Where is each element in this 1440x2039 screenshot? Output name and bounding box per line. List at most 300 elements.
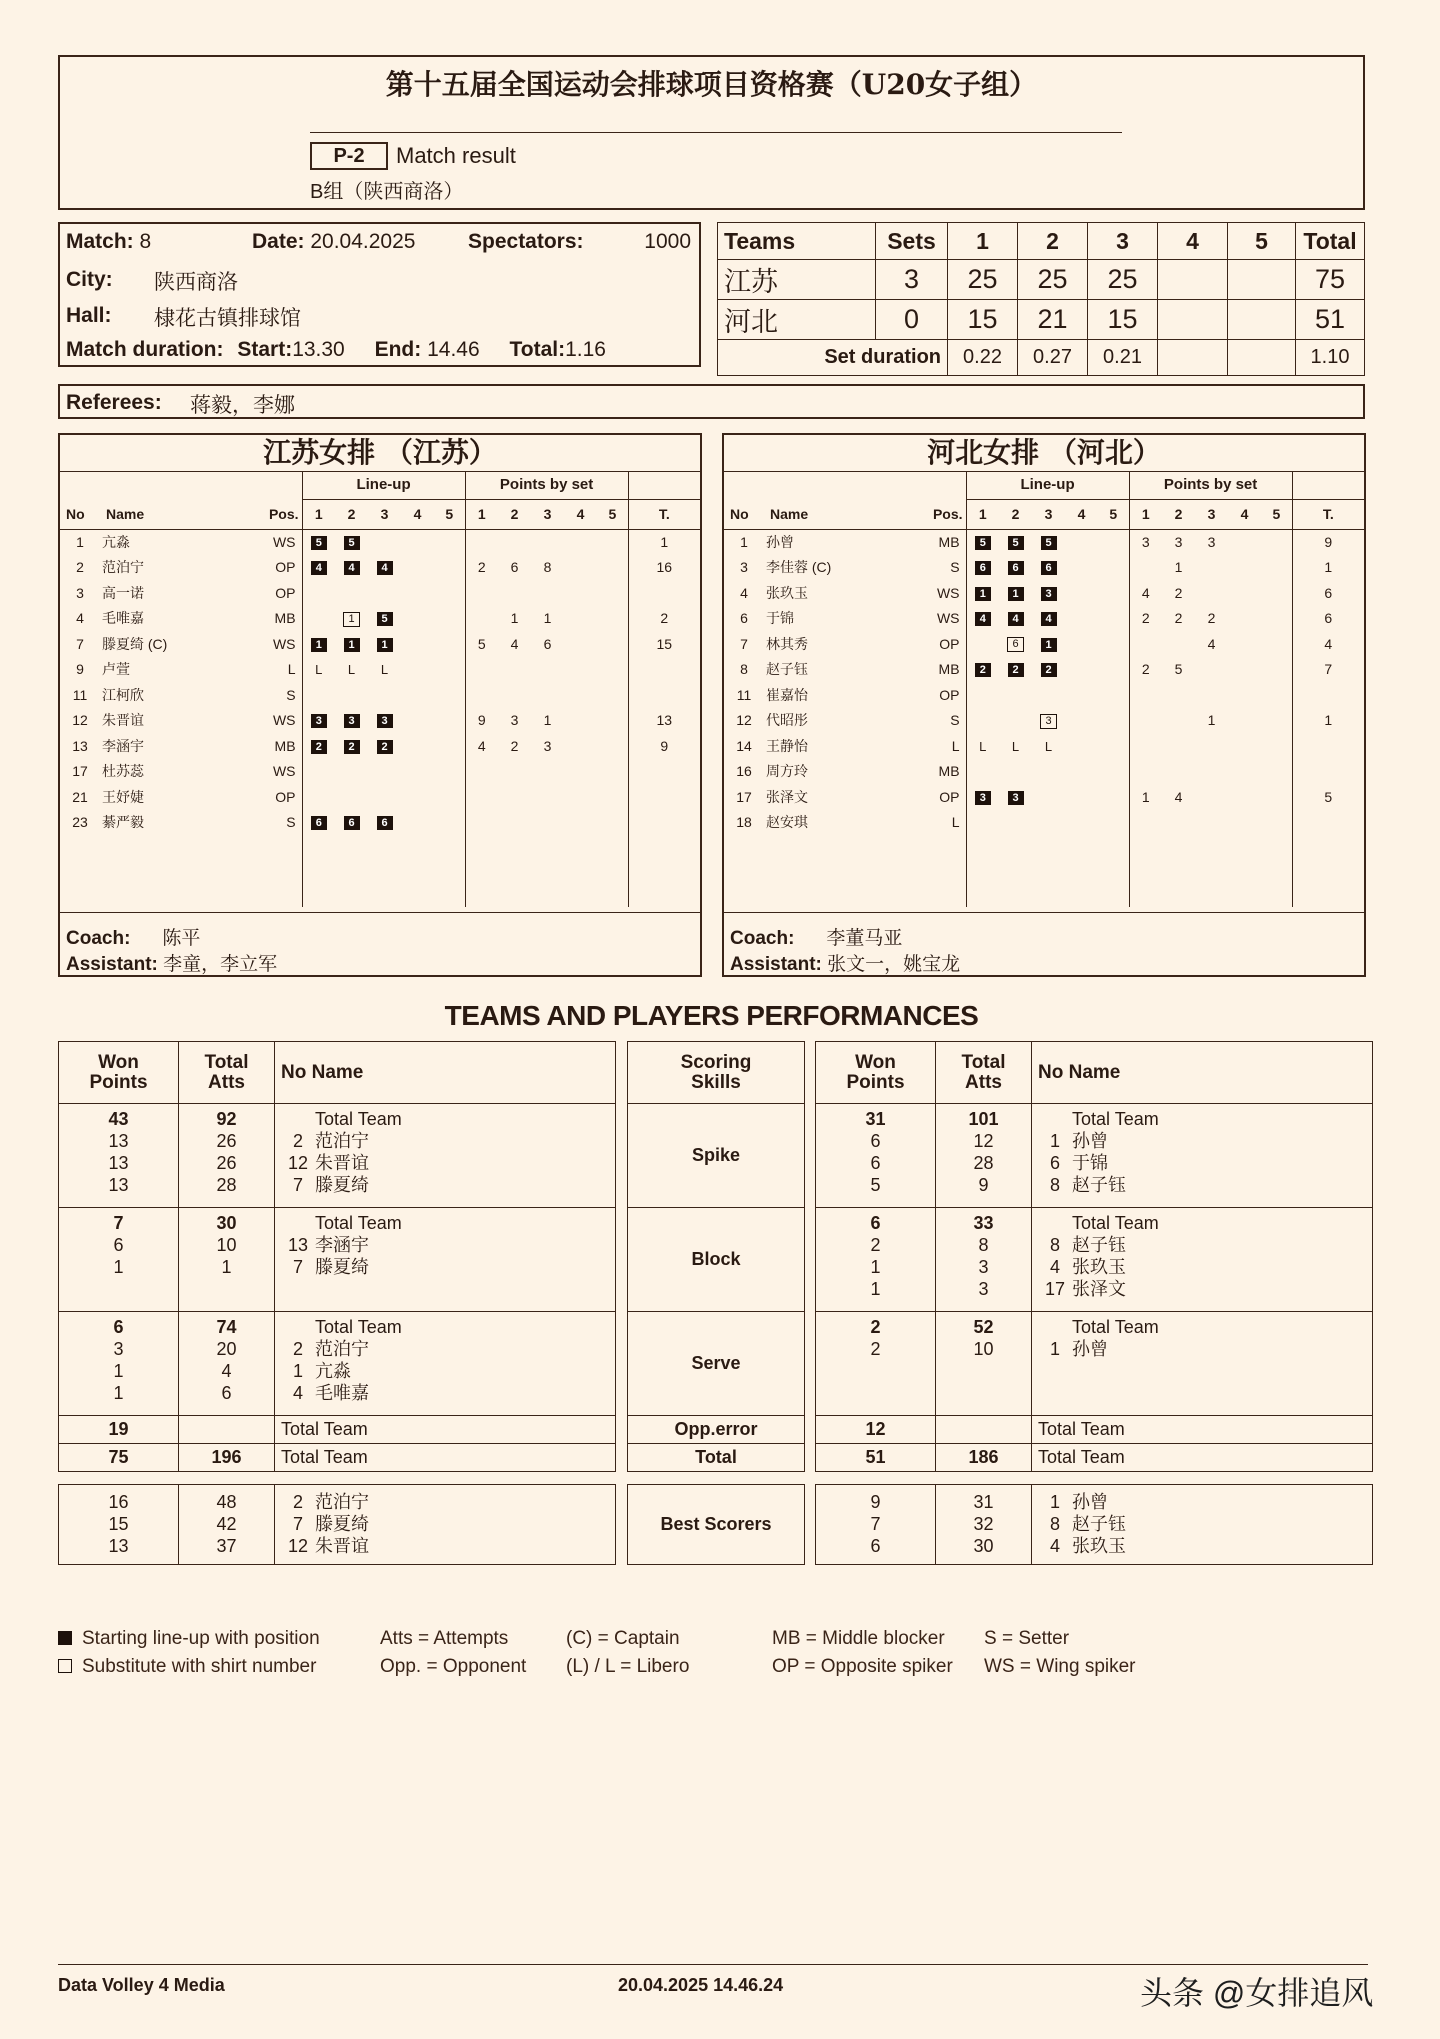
player-row	[724, 708, 1364, 734]
score-set-points	[1158, 300, 1228, 340]
lineup-cell	[302, 555, 335, 581]
set-points	[564, 657, 597, 683]
lineup-starter-box: 6	[975, 561, 991, 575]
set-points	[465, 529, 498, 555]
player-position: L	[914, 810, 966, 836]
lineup-cell	[335, 657, 368, 683]
city-label: City:	[66, 268, 113, 291]
lineup-set-header: 2	[335, 499, 368, 529]
points-set-header: 2	[498, 499, 531, 529]
points-set-header: 3	[1195, 499, 1228, 529]
perf-player: 6 于锦	[1049, 1153, 1108, 1173]
perf-won: 43	[108, 1109, 129, 1129]
lineup-cell	[434, 733, 465, 759]
lineup-cell	[1032, 784, 1065, 810]
lineup-starter-box: 2	[311, 740, 327, 754]
set-points	[1129, 810, 1162, 836]
name-header: Name	[764, 499, 914, 529]
player-position: MB	[250, 606, 302, 632]
lineup-cell	[434, 708, 465, 734]
score-header-set5: 5	[1228, 223, 1296, 260]
lineup-set-header: 4	[401, 499, 434, 529]
set-points: 1	[510, 610, 519, 627]
player-position: OP	[250, 555, 302, 581]
set-points	[1129, 759, 1162, 785]
total-header: T.	[1292, 499, 1364, 529]
perf-player: Total Team	[1072, 1109, 1159, 1129]
player-row	[724, 631, 1364, 657]
set-points	[1195, 657, 1228, 683]
score-set-points: 25	[1088, 260, 1158, 300]
lineup-cell	[368, 759, 401, 785]
spectators-value: 1000	[644, 230, 691, 253]
lineup-cell	[434, 759, 465, 785]
lineup-cell	[368, 810, 401, 836]
opp-error-atts	[179, 1416, 275, 1444]
lineup-cell	[966, 682, 999, 708]
lineup-cell	[999, 759, 1032, 785]
perf-won: 6	[870, 1153, 881, 1173]
perf-player: 1 孙曾	[1049, 1131, 1108, 1151]
set-points	[465, 682, 498, 708]
total-atts: 186	[936, 1444, 1032, 1472]
player-total-points	[628, 682, 700, 708]
player-name: 朱晋谊	[102, 712, 144, 729]
no-header: No	[60, 499, 100, 529]
lineup-starter-box: 6	[377, 816, 393, 830]
perf-atts: 9	[978, 1175, 989, 1195]
lineup-starter-box: 1	[975, 587, 991, 601]
legend-op: OP = Opposite spiker	[772, 1656, 953, 1677]
player-number: 16	[736, 763, 752, 780]
score-sets-won: 3	[876, 260, 948, 300]
perf-won: 13	[108, 1175, 129, 1195]
perf-atts: 92	[216, 1109, 237, 1129]
player-number: 8	[740, 661, 748, 678]
points-set-header: 4	[564, 499, 597, 529]
perf-player: 17 张泽文	[1044, 1279, 1126, 1299]
player-row	[60, 759, 700, 785]
lineup-cell	[999, 631, 1032, 657]
player-number: 23	[72, 814, 88, 831]
perf-section-row	[59, 1104, 616, 1208]
legend	[58, 1626, 1368, 1686]
set-points: 3	[510, 712, 519, 729]
team-a-assistant: Assistant: 李童，李立军	[66, 954, 278, 975]
player-position: WS	[914, 580, 966, 606]
points-by-set-header: Points by set	[1129, 471, 1292, 499]
lineup-cell	[1098, 529, 1129, 555]
team-b-coach-divider	[724, 912, 1364, 913]
set-points	[564, 631, 597, 657]
player-name: 范泊宁	[102, 559, 144, 576]
player-row	[724, 784, 1364, 810]
lineup-cell	[1065, 759, 1098, 785]
set-points	[1228, 529, 1261, 555]
lineup-cell	[434, 580, 465, 606]
player-position: MB	[250, 733, 302, 759]
lineup-set-header: 5	[434, 499, 465, 529]
player-name: 张玖玉	[766, 584, 808, 601]
lineup-cell	[368, 708, 401, 734]
set-points	[1261, 580, 1292, 606]
player-total-points: 1	[1292, 708, 1364, 734]
player-total-points: 5	[1292, 784, 1364, 810]
set-points	[1228, 580, 1261, 606]
lineup-cell	[1032, 631, 1065, 657]
team-b-title: 河北女排 （河北）	[724, 435, 1364, 472]
lineup-cell	[401, 657, 434, 683]
set-points	[597, 784, 628, 810]
player-name: 毛唯嘉	[102, 610, 144, 627]
lineup-cell	[368, 580, 401, 606]
set-points	[1228, 759, 1261, 785]
lineup-cell	[302, 810, 335, 836]
player-total-points	[628, 657, 700, 683]
player-number: 6	[740, 610, 748, 627]
set-points: 3	[1207, 534, 1216, 550]
lineup-cell	[1065, 657, 1098, 683]
set-points	[1261, 529, 1292, 555]
set-points	[1261, 708, 1292, 734]
player-row	[60, 555, 700, 581]
best-won: 13	[108, 1536, 129, 1556]
lineup-libero: L	[979, 738, 987, 754]
lineup-cell	[368, 529, 401, 555]
lineup-cell	[434, 529, 465, 555]
set-points: 5	[1174, 661, 1183, 678]
title-underline	[310, 132, 1122, 133]
set-points: 3	[543, 737, 552, 754]
player-number: 4	[740, 584, 748, 601]
lineup-cell	[401, 529, 434, 555]
lineup-cell	[1098, 682, 1129, 708]
lineup-cell	[966, 733, 999, 759]
lineup-cell	[999, 784, 1032, 810]
lineup-cell	[1032, 657, 1065, 683]
lineup-cell	[401, 682, 434, 708]
lineup-cell	[434, 555, 465, 581]
perf-won: 1	[870, 1257, 881, 1277]
perf-player: Total Team	[315, 1213, 402, 1233]
lineup-starter-box: 1	[344, 638, 360, 652]
lineup-starter-box: 3	[1008, 791, 1024, 805]
set-points: 6	[543, 635, 552, 652]
match-info-box	[58, 222, 701, 367]
set-duration: 0.22	[948, 340, 1018, 376]
lineup-cell	[1098, 784, 1129, 810]
lineup-cell	[1032, 555, 1065, 581]
player-position: L	[914, 733, 966, 759]
lineup-cell	[999, 682, 1032, 708]
lineup-cell	[302, 759, 335, 785]
skill-serve: Serve	[628, 1312, 805, 1416]
lineup-cell	[434, 784, 465, 810]
lineup-cell	[335, 529, 368, 555]
set-points	[531, 657, 564, 683]
set-points: 2	[1129, 606, 1162, 632]
lineup-starter-box: 3	[311, 714, 327, 728]
set-points	[1129, 733, 1162, 759]
set-points	[1228, 784, 1261, 810]
player-position: MB	[914, 759, 966, 785]
perf-player: 12 朱晋谊	[287, 1153, 369, 1173]
player-position: WS	[250, 529, 302, 555]
player-total-points: 6	[1292, 606, 1364, 632]
lineup-cell	[1098, 606, 1129, 632]
set-points	[465, 810, 498, 836]
best-atts: 42	[216, 1514, 237, 1534]
lineup-starter-box: 6	[344, 816, 360, 830]
set-points	[1261, 657, 1292, 683]
set-points	[597, 606, 628, 632]
player-name: 李佳蓉 (C)	[766, 559, 832, 576]
best-atts: 37	[216, 1536, 237, 1556]
set-points	[1129, 708, 1162, 734]
points-set-header: 5	[597, 499, 628, 529]
perf-won: 1	[870, 1279, 881, 1299]
player-position: OP	[914, 631, 966, 657]
lineup-cell	[999, 529, 1032, 555]
lineup-starter-box: 6	[1008, 561, 1024, 575]
lineup-starter-box: 3	[975, 791, 991, 805]
score-header-teams: Teams	[718, 223, 876, 260]
player-position: WS	[250, 631, 302, 657]
lineup-cell	[434, 810, 465, 836]
lineup-cell	[335, 784, 368, 810]
lineup-cell	[335, 580, 368, 606]
skill-best-scorers: Best Scorers	[628, 1485, 805, 1565]
set-points	[1261, 631, 1292, 657]
set-points	[564, 682, 597, 708]
lineup-cell	[999, 733, 1032, 759]
set-points: 2	[1174, 584, 1183, 601]
lineup-cell	[335, 733, 368, 759]
legend-setter: S = Setter	[984, 1628, 1070, 1649]
lineup-substitute-box: 1	[343, 612, 360, 627]
lineup-starter-box: 3	[344, 714, 360, 728]
player-total-points: 4	[1292, 631, 1364, 657]
lineup-cell	[1032, 759, 1065, 785]
player-position: WS	[914, 606, 966, 632]
lineup-cell	[302, 733, 335, 759]
team-a-title: 江苏女排 （江苏）	[60, 435, 700, 472]
referees-label: Referees:	[66, 391, 162, 414]
perf-won: 13	[108, 1131, 129, 1151]
set-points: 8	[543, 559, 552, 576]
best-player: 4 张玖玉	[1049, 1536, 1126, 1556]
lineup-cell	[368, 631, 401, 657]
player-position: MB	[914, 657, 966, 683]
lineup-starter-box: 5	[377, 612, 393, 626]
set-points	[465, 606, 498, 632]
legend-opp: Opp. = Opponent	[380, 1656, 527, 1677]
total-atts: 196	[179, 1444, 275, 1472]
performance-skills	[627, 1041, 805, 1565]
player-position: WS	[250, 708, 302, 734]
set-points	[597, 529, 628, 555]
set-points	[564, 606, 597, 632]
score-header-total: Total	[1296, 223, 1365, 260]
set-points	[597, 708, 628, 734]
set-points	[1195, 555, 1228, 581]
scoring-skills-header: Scoring Skills	[628, 1042, 805, 1104]
set-points	[1228, 555, 1261, 581]
lineup-cell	[401, 555, 434, 581]
perf-won: 6	[113, 1317, 124, 1337]
player-name: 卢萱	[102, 661, 130, 678]
lineup-cell	[1065, 708, 1098, 734]
lineup-cell	[966, 529, 999, 555]
set-points	[465, 784, 498, 810]
score-header-sets: Sets	[876, 223, 948, 260]
player-row	[724, 606, 1364, 632]
best-player: 7 滕夏绮	[292, 1514, 369, 1534]
best-won: 16	[108, 1492, 129, 1512]
lineup-cell	[1098, 810, 1129, 836]
perf-player: 1 亢淼	[292, 1361, 351, 1381]
hall-label: Hall:	[66, 304, 112, 327]
perf-atts: 20	[216, 1339, 237, 1359]
lineup-cell	[401, 759, 434, 785]
score-total-points: 75	[1296, 260, 1365, 300]
lineup-cell	[966, 606, 999, 632]
perf-won: 13	[108, 1153, 129, 1173]
player-name: 李涵宇	[102, 737, 144, 754]
set-points: 4	[510, 635, 519, 652]
score-header-set4: 4	[1158, 223, 1228, 260]
set-points	[531, 682, 564, 708]
player-name: 綦严毅	[102, 814, 144, 831]
perf-won: 6	[870, 1213, 881, 1233]
lineup-starter-box: 3	[1041, 587, 1057, 601]
perf-atts: 30	[216, 1213, 237, 1233]
set-points	[498, 682, 531, 708]
set-points: 2	[510, 737, 519, 754]
perf-won: 6	[870, 1131, 881, 1151]
set-points	[564, 555, 597, 581]
pos-header: Pos.	[250, 499, 302, 529]
lineup-set-header: 2	[999, 499, 1032, 529]
player-number: 4	[76, 610, 84, 627]
perf-player: Total Team	[315, 1109, 402, 1129]
set-points	[597, 657, 628, 683]
perf-player: 2 范泊宁	[292, 1339, 369, 1359]
set-points	[498, 784, 531, 810]
set-points	[564, 733, 597, 759]
set-points	[564, 708, 597, 734]
team-b-player-table	[724, 471, 1364, 912]
lineup-starter-box: 2	[377, 740, 393, 754]
perf-atts: 52	[973, 1317, 994, 1337]
player-number: 3	[740, 559, 748, 576]
lineup-cell	[1065, 555, 1098, 581]
total-won: 75	[59, 1444, 179, 1472]
set-points	[1228, 606, 1261, 632]
perf-section-row	[816, 1208, 1373, 1312]
perf-section-row	[816, 1312, 1373, 1416]
perf-won: 7	[113, 1213, 124, 1233]
score-header-set3: 3	[1088, 223, 1158, 260]
lineup-set-header: 4	[1065, 499, 1098, 529]
perf-atts: 4	[221, 1361, 232, 1381]
lineup-starter-box: 1	[311, 638, 327, 652]
lineup-cell	[335, 555, 368, 581]
points-set-header: 3	[531, 499, 564, 529]
set-points: 5	[465, 631, 498, 657]
set-points	[1228, 708, 1261, 734]
set-points	[1162, 810, 1195, 836]
perf-player: 7 滕夏绮	[292, 1257, 369, 1277]
set-points	[1162, 631, 1195, 657]
lineup-starter-box: 2	[975, 663, 991, 677]
no-name-header: No Name	[275, 1042, 616, 1104]
player-total-points	[628, 759, 700, 785]
lineup-cell	[999, 657, 1032, 683]
perf-player: 4 张玖玉	[1049, 1257, 1126, 1277]
lineup-cell	[302, 606, 335, 632]
footer-rule	[58, 1964, 1368, 1965]
set-points	[465, 657, 498, 683]
player-name: 江柯欣	[102, 686, 144, 703]
lineup-cell	[434, 631, 465, 657]
lineup-cell	[966, 810, 999, 836]
legend-substitute: Substitute with shirt number	[58, 1656, 316, 1678]
set-points	[597, 555, 628, 581]
player-row	[60, 810, 700, 836]
lineup-cell	[1065, 733, 1098, 759]
watermark: 头条 @女排追风	[1140, 1975, 1374, 2011]
score-set-points	[1228, 300, 1296, 340]
lineup-starter-box: 3	[377, 714, 393, 728]
lineup-starter-box: 4	[1008, 612, 1024, 626]
name-header: Name	[100, 499, 250, 529]
best-player: 1 孙曾	[1049, 1492, 1108, 1512]
total-header: T.	[628, 499, 700, 529]
lineup-starter-box: 2	[1041, 663, 1057, 677]
team-b-assistant: Assistant: 张文一，姚宝龙	[730, 954, 961, 975]
player-number: 18	[736, 814, 752, 831]
perf-atts: 28	[973, 1153, 994, 1173]
best-won: 15	[108, 1514, 129, 1534]
perf-won: 5	[870, 1175, 881, 1195]
perf-player: 8 赵子钰	[1049, 1235, 1126, 1255]
lineup-header: Line-up	[302, 471, 465, 499]
set-points: 3	[1174, 534, 1183, 550]
set-points	[564, 784, 597, 810]
perf-atts: 101	[968, 1109, 999, 1129]
lineup-starter-box: 1	[1008, 587, 1024, 601]
lineup-cell	[1065, 784, 1098, 810]
best-won: 9	[870, 1492, 881, 1512]
set-duration-total: 1.10	[1296, 340, 1365, 376]
score-set-points: 25	[1018, 260, 1088, 300]
set-points	[531, 529, 564, 555]
lineup-cell	[302, 657, 335, 683]
set-points	[597, 682, 628, 708]
lineup-set-header: 5	[1098, 499, 1129, 529]
set-points: 1	[1129, 784, 1162, 810]
perf-atts: 33	[973, 1213, 994, 1233]
perf-won: 3	[113, 1339, 124, 1359]
set-points	[1261, 606, 1292, 632]
skill-spike: Spike	[628, 1104, 805, 1208]
lineup-starter-box: 5	[1041, 536, 1057, 550]
lineup-cell	[401, 784, 434, 810]
player-row	[724, 529, 1364, 555]
perf-player: 2 范泊宁	[292, 1131, 369, 1151]
points-set-header: 1	[1129, 499, 1162, 529]
